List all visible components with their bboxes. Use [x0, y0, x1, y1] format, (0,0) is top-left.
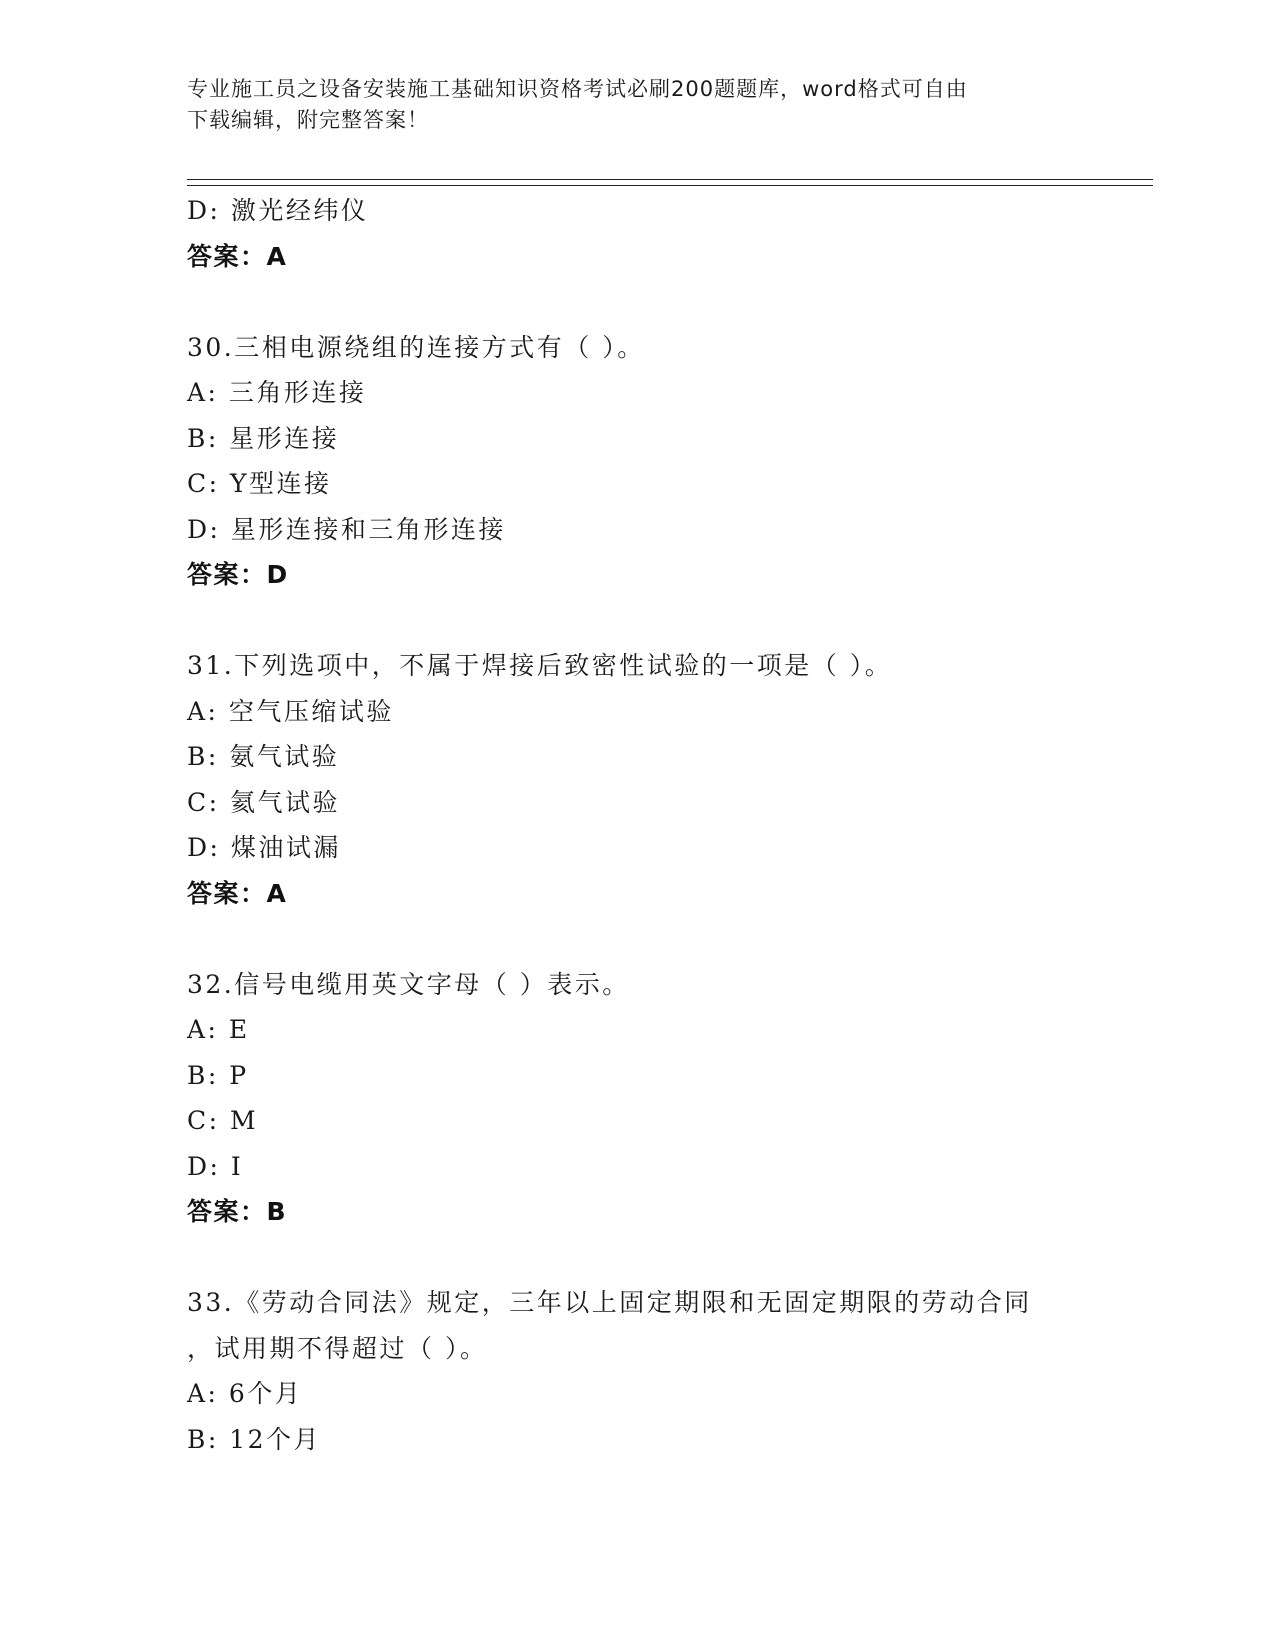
question-stem-line-2: ，试用期不得超过（ ）。 — [187, 1333, 488, 1363]
option-c: C: 氦气试验 — [187, 787, 340, 817]
option-c: C: Y型连接 — [187, 469, 332, 498]
option-a: A: E — [187, 1015, 250, 1044]
spacer — [187, 916, 1153, 962]
answer: 答案：A — [187, 878, 288, 908]
option-b: B: 12个月 — [187, 1424, 322, 1454]
option-a: A: 三角形连接 — [187, 378, 367, 407]
option-d: D: 激光经纬仪 — [187, 196, 369, 225]
question-stem: 32.信号电缆用英文字母（ ）表示。 — [187, 969, 630, 999]
answer: 答案：D — [187, 560, 289, 589]
header-line-1: 专业施工员之设备安装施工基础知识资格考试必刷200题题库，word格式可自由 — [187, 77, 968, 101]
option-d: D: 星形连接和三角形连接 — [187, 514, 506, 544]
header-divider — [187, 179, 1153, 186]
question-stem: 30.三相电源绕组的连接方式有（ ）。 — [187, 332, 645, 362]
option-b: B: 星形连接 — [187, 423, 340, 453]
spacer — [187, 279, 1153, 325]
question-stem-line-1: 33.《劳动合同法》规定，三年以上固定期限和无固定期限的劳动合同 — [187, 1288, 1032, 1317]
spacer — [187, 1235, 1153, 1281]
answer: 答案：B — [187, 1197, 288, 1226]
answer: 答案：A — [187, 241, 288, 271]
header-line-2: 下载编辑，附完整答案！ — [187, 108, 429, 132]
option-b: B: 氨气试验 — [187, 742, 340, 771]
option-a: A: 6个月 — [187, 1379, 303, 1408]
spacer — [187, 598, 1153, 644]
option-d: D: I — [187, 1151, 244, 1181]
option-a: A: 空气压缩试验 — [187, 696, 394, 726]
option-d: D: 煤油试漏 — [187, 833, 341, 862]
question-list — [187, 188, 1153, 1462]
option-b: B: P — [187, 1060, 249, 1090]
option-c: C: M — [187, 1106, 259, 1135]
question-stem: 31.下列选项中，不属于焊接后致密性试验的一项是（ ）。 — [187, 651, 893, 680]
page-header — [187, 74, 1087, 136]
